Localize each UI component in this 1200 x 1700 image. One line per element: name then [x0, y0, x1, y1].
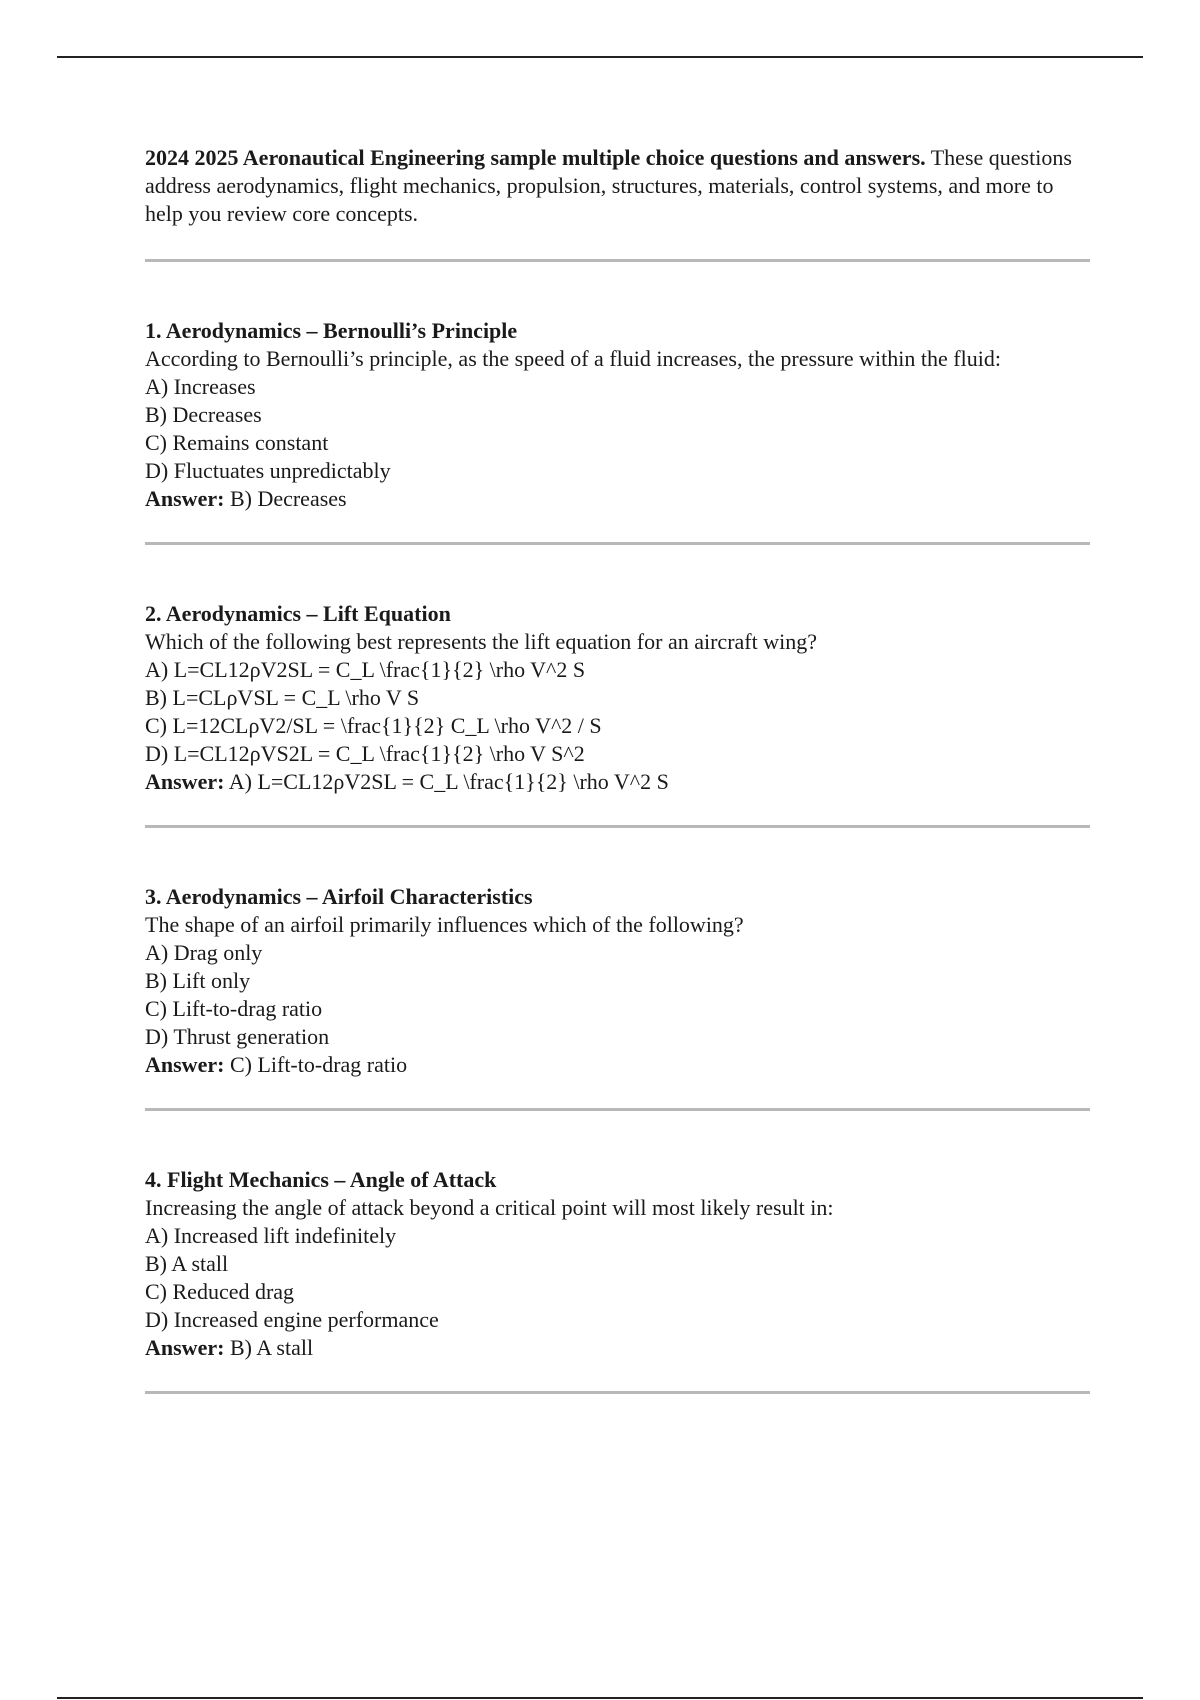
section-divider: [145, 259, 1090, 262]
intro-heading: 2024 2025 Aeronautical Engineering sample multiple choice questions and answers.: [145, 145, 926, 170]
option-c: C) Lift-to-drag ratio: [145, 996, 323, 1021]
document-body: [145, 144, 1090, 1449]
answer-value: B) A stall: [224, 1335, 314, 1360]
question-title: 1. Aerodynamics – Bernoulli’s Principle: [145, 318, 518, 343]
answer-label: Answer:: [145, 486, 225, 511]
option-b: B) A stall: [145, 1251, 229, 1276]
section-divider: [145, 825, 1090, 828]
intro-paragraph: [145, 144, 1090, 228]
answer-line: [145, 1051, 1090, 1079]
page-bottom-rule: [57, 1697, 1143, 1699]
section-divider: [145, 1108, 1090, 1111]
page-top-rule: [57, 56, 1143, 58]
question-prompt: According to Bernoulli’s principle, as the speed of a fluid increases, the pressure within the fluid:: [145, 346, 1001, 371]
question-4: [145, 1166, 1090, 1362]
question-title: 4. Flight Mechanics – Angle of Attack: [145, 1167, 497, 1192]
option-a: A) L=CL12ρV2SL = C_L \frac{1}{2} \rho V^2 S: [145, 657, 586, 682]
question-3: [145, 883, 1090, 1079]
question-2: [145, 600, 1090, 796]
question-1: [145, 317, 1090, 513]
question-title: 2. Aerodynamics – Lift Equation: [145, 601, 451, 626]
option-b: B) Decreases: [145, 402, 262, 427]
option-b: B) L=CLρVSL = C_L \rho V S: [145, 685, 420, 710]
option-b: B) Lift only: [145, 968, 251, 993]
option-c: C) Remains constant: [145, 430, 329, 455]
section-divider: [145, 542, 1090, 545]
answer-label: Answer:: [145, 1335, 225, 1360]
section-divider: [145, 1391, 1090, 1394]
answer-line: [145, 768, 1090, 796]
question-prompt: Increasing the angle of attack beyond a critical point will most likely result in:: [145, 1195, 834, 1220]
option-d: D) L=CL12ρVS2L = C_L \frac{1}{2} \rho V S^2: [145, 741, 585, 766]
question-title: 3. Aerodynamics – Airfoil Characteristics: [145, 884, 533, 909]
option-a: A) Increased lift indefinitely: [145, 1223, 397, 1248]
intro-text: These questions address aerodynamics, flight mechanics, propulsion, structures, materials, control systems, and more to help you review core concepts.: [145, 145, 1072, 226]
option-d: D) Fluctuates unpredictably: [145, 458, 391, 483]
option-a: A) Increases: [145, 374, 256, 399]
option-c: C) L=12CLρV2/SL = \frac{1}{2} C_L \rho V^2 / S: [145, 713, 602, 738]
answer-label: Answer:: [145, 769, 225, 794]
option-d: D) Thrust generation: [145, 1024, 330, 1049]
answer-line: [145, 485, 1090, 513]
option-d: D) Increased engine performance: [145, 1307, 439, 1332]
answer-line: [145, 1334, 1090, 1362]
option-a: A) Drag only: [145, 940, 263, 965]
answer-value: C) Lift-to-drag ratio: [224, 1052, 408, 1077]
answer-value: B) Decreases: [224, 486, 347, 511]
option-c: C) Reduced drag: [145, 1279, 295, 1304]
question-prompt: The shape of an airfoil primarily influences which of the following?: [145, 912, 744, 937]
answer-label: Answer:: [145, 1052, 225, 1077]
answer-value: A) L=CL12ρV2SL = C_L \frac{1}{2} \rho V^2 S: [224, 769, 669, 794]
question-prompt: Which of the following best represents the lift equation for an aircraft wing?: [145, 629, 817, 654]
